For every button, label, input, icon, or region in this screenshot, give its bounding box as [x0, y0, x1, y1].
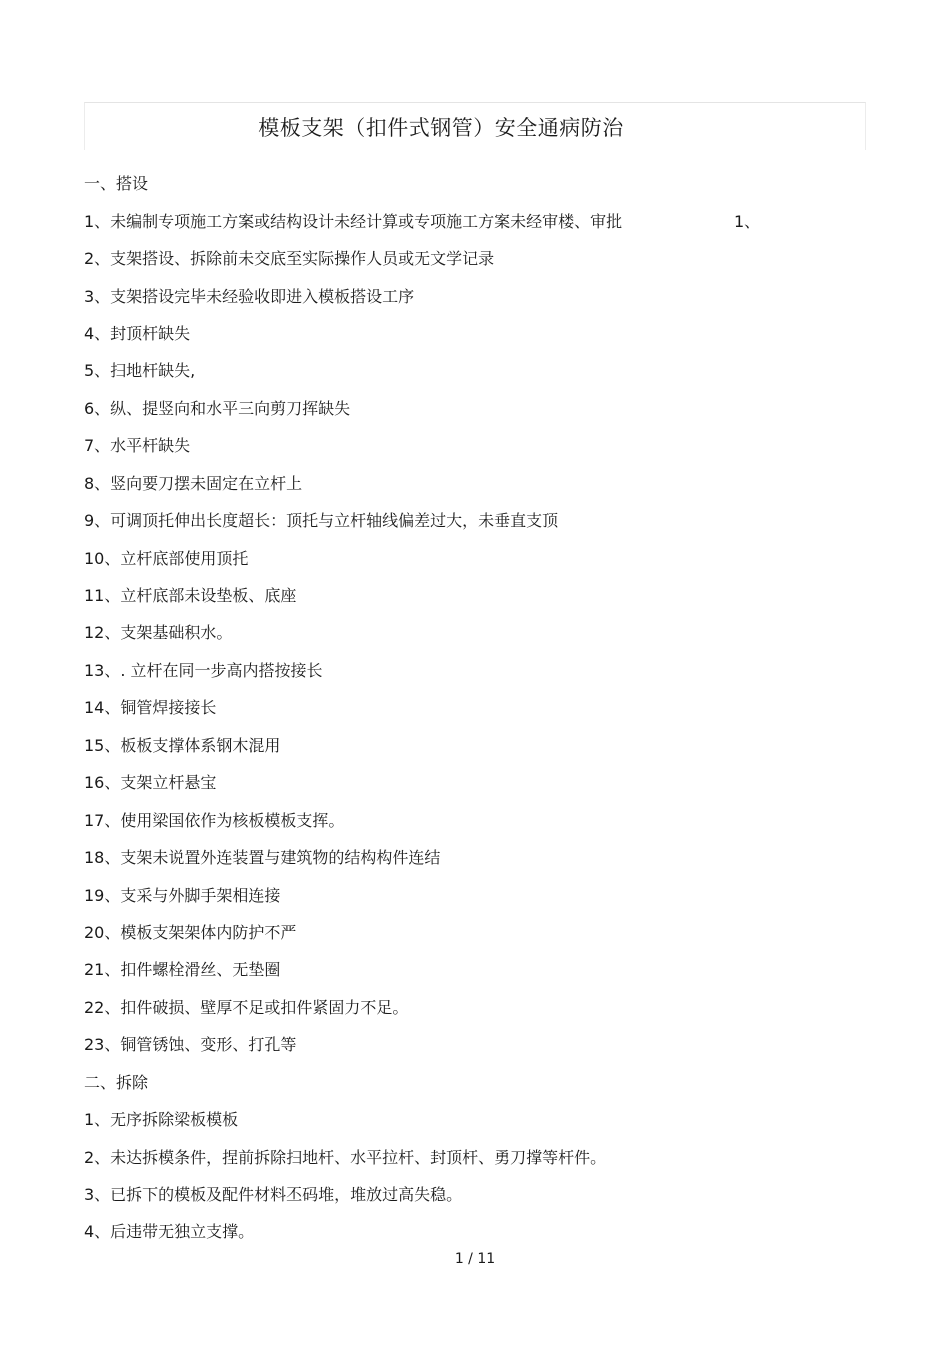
list-item: 2、未达拆模条件，捏前拆除扫地杆、水平拉杆、封顶杆、勇刀撑等杆件。	[84, 1148, 607, 1167]
list-item: 19、支采与外脚手架相连接	[84, 886, 281, 905]
list-item: 3、已拆下的模板及配件材料丕码堆，堆放过高失稳。	[84, 1185, 463, 1204]
list-item: 6、纵、提竖向和水平三向剪刀挥缺失	[84, 399, 351, 418]
list-item: 9、可调顶托伸出长度超长：顶托与立杆轴线偏差过大，未垂直支顶	[84, 511, 559, 530]
list-item: 11、立杆底部未设垫板、底座	[84, 586, 297, 605]
section-heading: 二、拆除	[84, 1073, 149, 1092]
stray-item-number: 1、	[734, 212, 761, 231]
list-item: 5、扫地杆缺失,	[84, 361, 196, 380]
list-item: 2、支架搭设、拆除前未交底至实际操作人员或无文学记录	[84, 249, 495, 268]
document-title: 模板支架（扣件式钢管）安全通病防治	[258, 116, 624, 140]
list-item: 1、未编制专项施工方案或结构设计未经计算或专项施工方案未经审楼、审批	[84, 212, 623, 231]
list-item: 4、后违带无独立支撑。	[84, 1222, 255, 1241]
list-item: 8、竖向要刀摆未固定在立杆上	[84, 474, 303, 493]
list-item: 4、封顶杆缺失	[84, 324, 191, 343]
list-item: 17、使用梁国依作为核板模板支挥。	[84, 811, 345, 830]
list-item: 22、扣件破损、壁厚不足或扣件紧固力不足。	[84, 998, 409, 1017]
list-item: 10、立杆底部使用顶托	[84, 549, 249, 568]
list-item: 16、支架立杆悬宝	[84, 773, 217, 792]
list-item: 1、无序拆除梁板模板	[84, 1110, 239, 1129]
list-item: 12、支架基础积水。	[84, 623, 233, 642]
list-item: 23、铜管锈蚀、变形、打孔等	[84, 1035, 297, 1054]
list-item: 18、支架未说置外连装置与建筑物的结构构件连结	[84, 848, 441, 867]
list-item: 15、板板支撑体系钢木混用	[84, 736, 281, 755]
list-item: 21、扣件螺栓滑丝、无垫圈	[84, 960, 281, 979]
page-number: 1 / 11	[454, 1251, 496, 1267]
list-item: 14、铜管焊接接长	[84, 698, 217, 717]
list-item: 7、水平杆缺失	[84, 436, 191, 455]
section-heading: 一、搭设	[84, 174, 149, 193]
list-item: 20、模板支架架体内防护不严	[84, 923, 297, 942]
list-item: 13、. 立杆在同一步高内搭按接长	[84, 661, 323, 680]
list-item: 3、支架搭设完毕未经验收即进入模板搭设工序	[84, 287, 415, 306]
